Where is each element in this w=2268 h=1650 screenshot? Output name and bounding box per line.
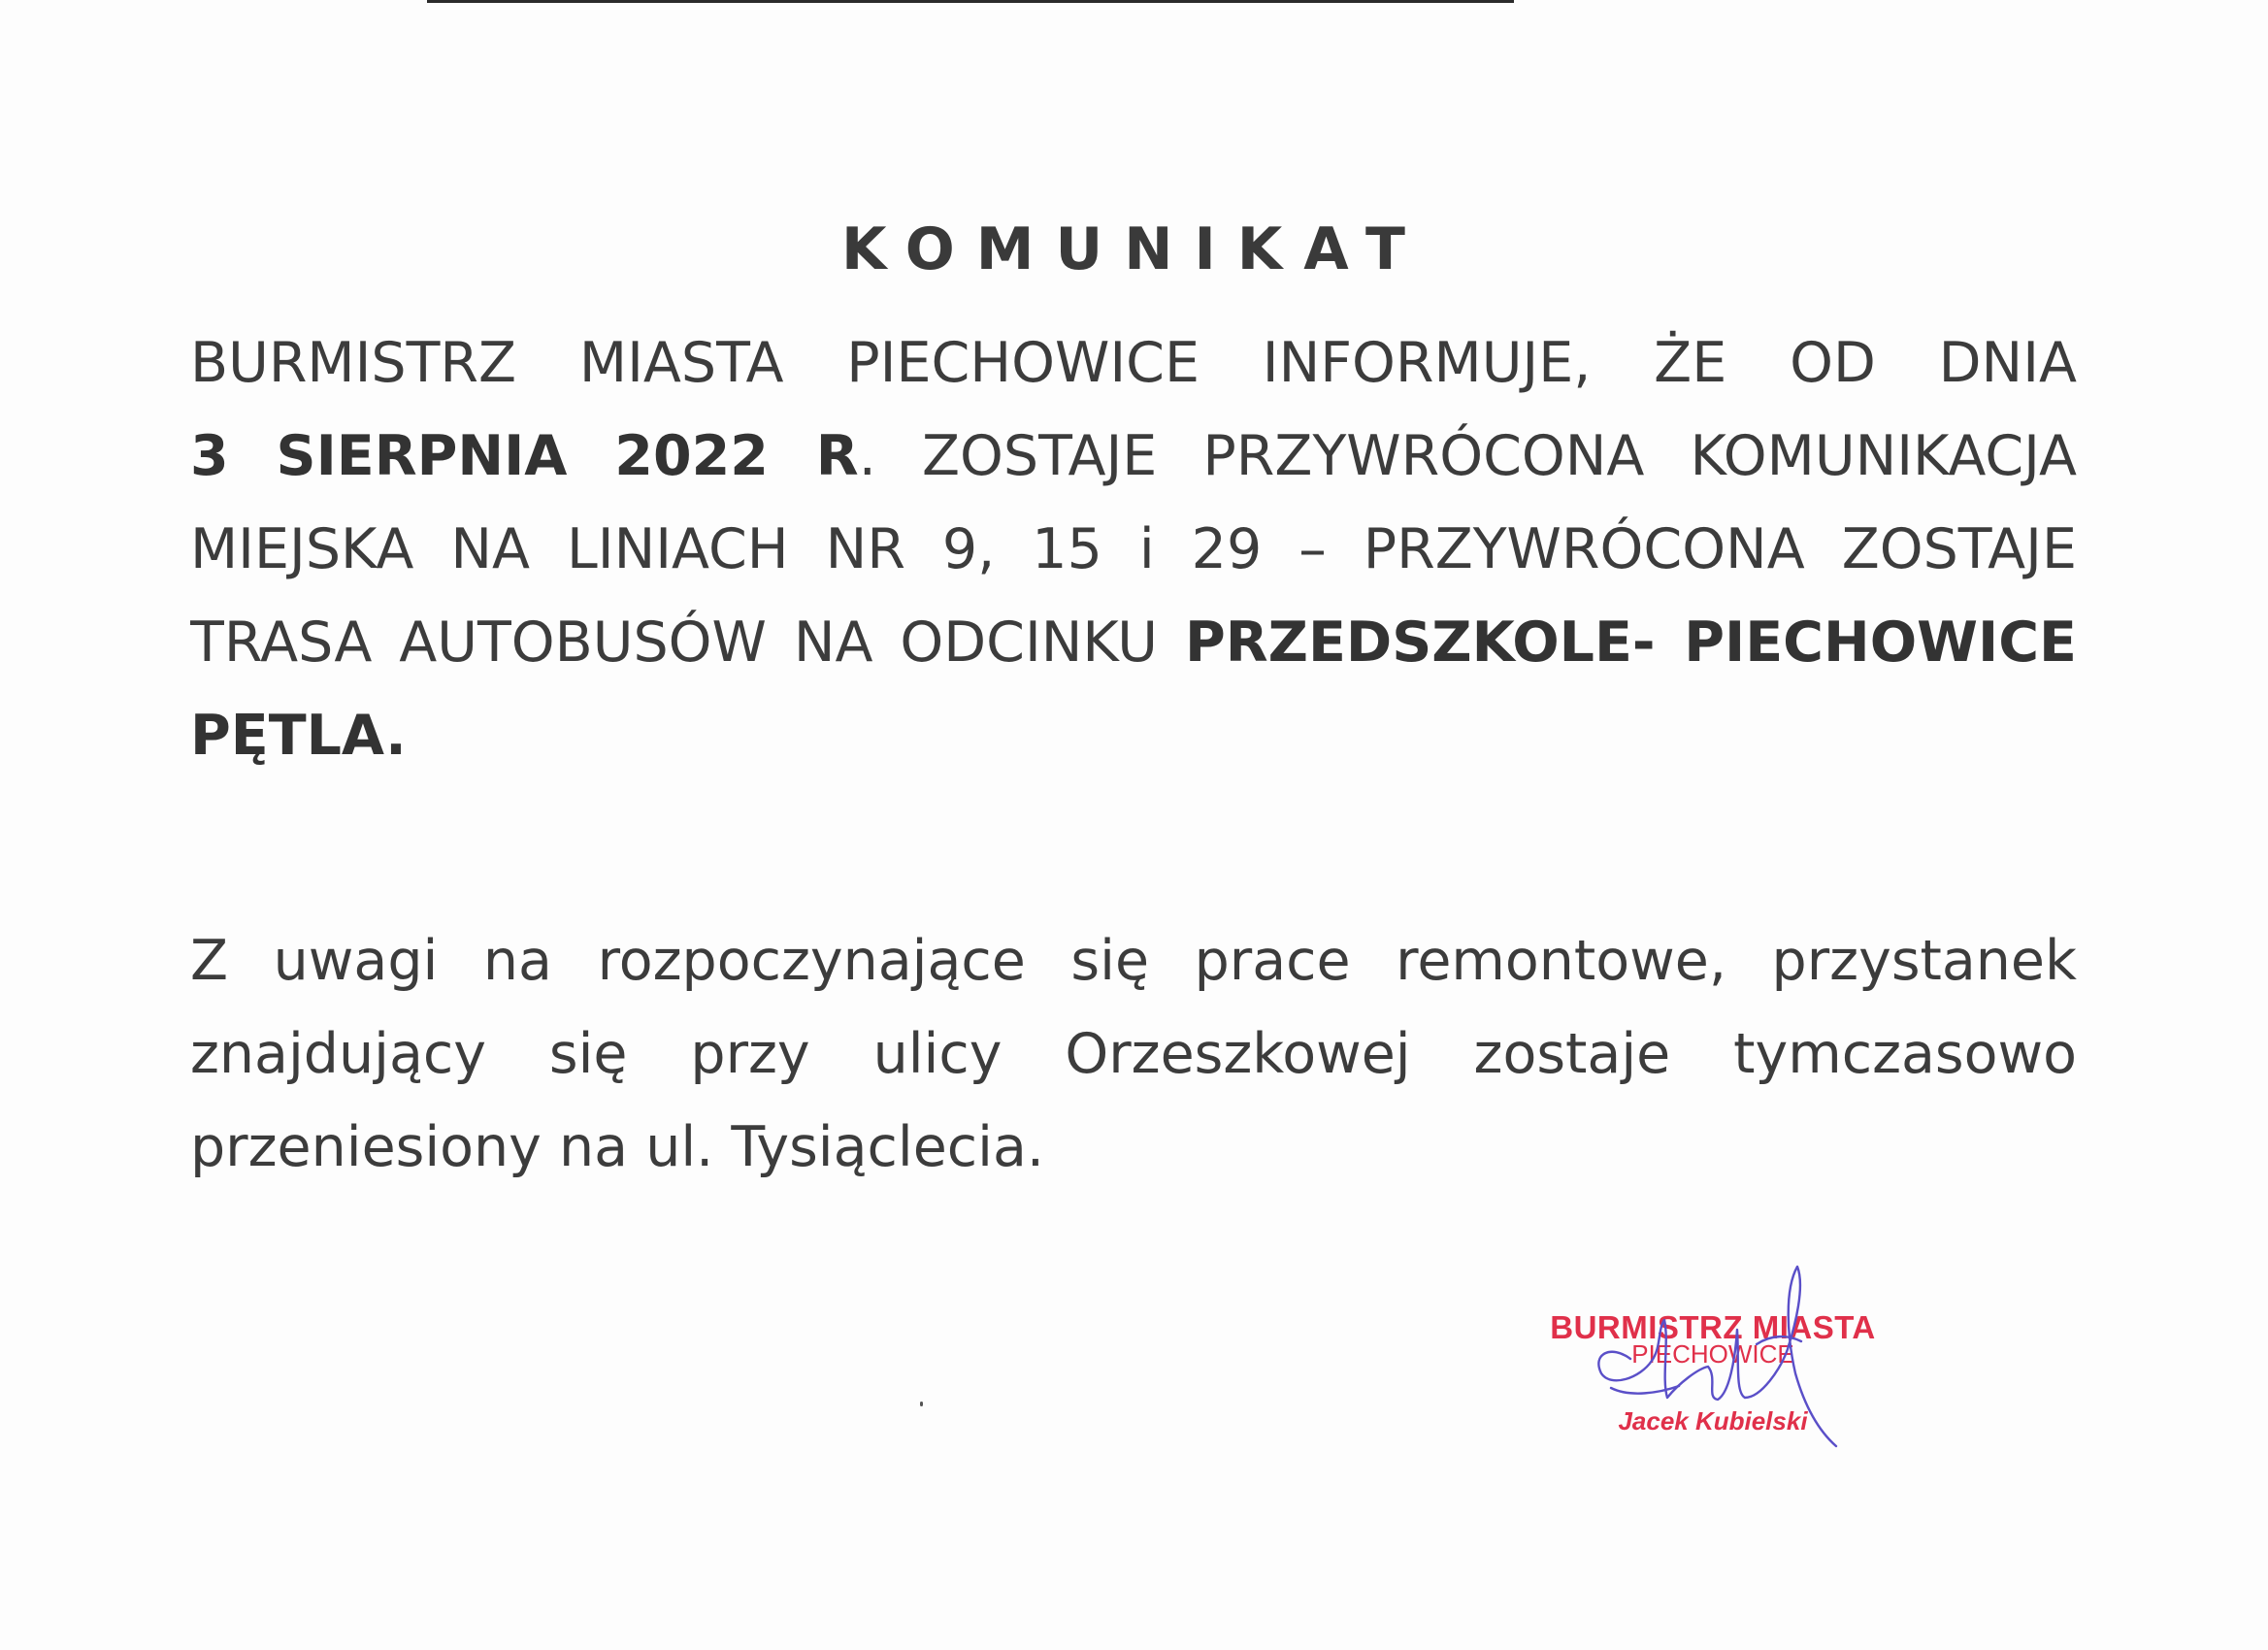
scan-top-edge <box>427 0 1514 3</box>
announcement-route: PRZEDSZKOLE- PIECHOWICE <box>1184 610 2077 675</box>
notice-line-3: przeniesiony na ul. Tysiąclecia. <box>190 1115 1044 1179</box>
announcement-date: 3 SIERPNIA 2022 R <box>190 424 859 488</box>
notice-line-2: znajdujący się przy ulicy Orzeszkowej zostaje tymczasowo <box>190 1022 2077 1086</box>
handwritten-signature <box>1572 1252 1863 1456</box>
announcement-line-4-plain: TRASA AUTOBUSÓW NA ODCINKU <box>190 610 1158 675</box>
announcement-line-2-rest: . ZOSTAJE PRZYWRÓCONA KOMUNIKACJA <box>858 424 2077 488</box>
announcement-line-2 <box>190 410 2077 503</box>
stamp-title: BURMISTRZ MIASTA <box>1550 1309 1876 1345</box>
stamp-name: Jacek Kubielski <box>1618 1406 1808 1436</box>
announcement-line-4 <box>190 596 2077 689</box>
document-title: KOMUNIKAT <box>841 215 1427 283</box>
announcement-route-end: PĘTLA. <box>190 704 407 768</box>
notice-line-1: Z uwagi na rozpoczynające się prace remontowe, przystanek <box>190 929 2077 993</box>
announcement-line-1: BURMISTRZ MIASTA PIECHOWICE INFORMUJE, ŻE OD DNIA <box>190 331 2077 395</box>
announcement-line-5 <box>190 689 2077 782</box>
announcement-line-3: MIEJSKA NA LINIACH NR 9, 15 i 29 – PRZYWRÓCONA ZOSTAJE <box>190 517 2077 581</box>
scan-speck <box>920 1402 923 1406</box>
announcement-paragraph <box>190 316 2077 782</box>
stamp-city: PIECHOWICE <box>1631 1339 1794 1369</box>
notice-paragraph <box>190 914 2077 1194</box>
